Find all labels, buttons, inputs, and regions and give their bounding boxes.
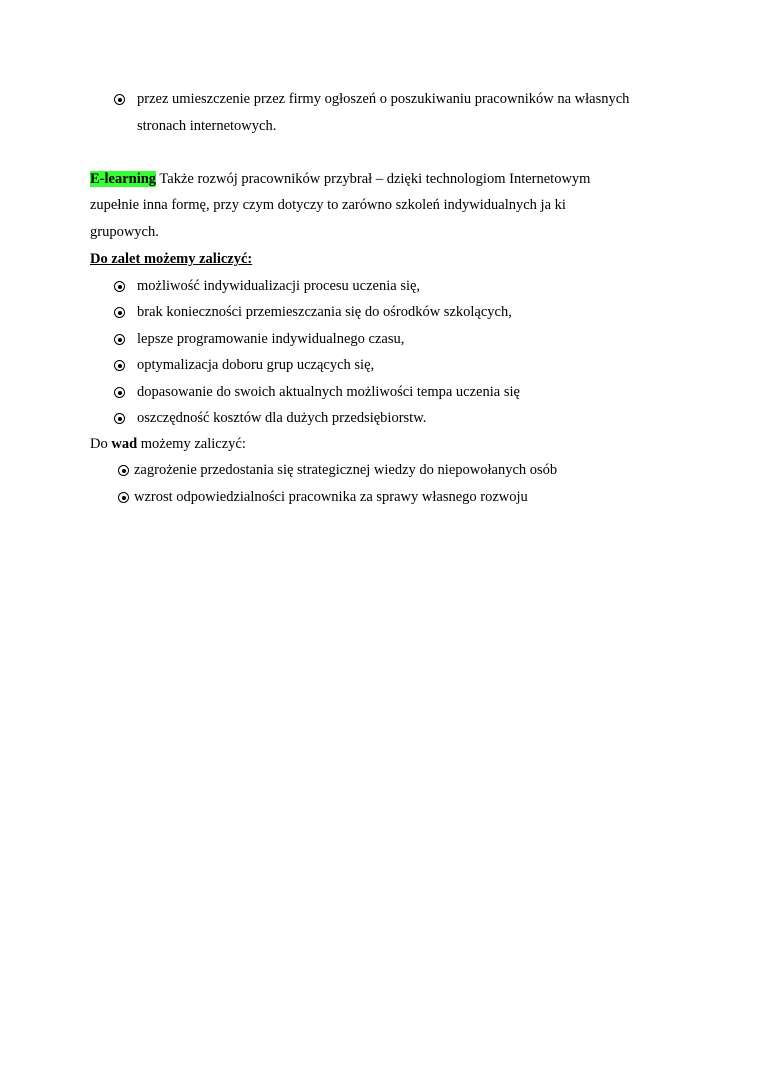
bullet-icon xyxy=(118,492,129,503)
disadvantages-heading-bold: wad xyxy=(111,436,138,452)
bullet-icon xyxy=(114,334,125,345)
elearning-term: E-learning xyxy=(90,171,157,187)
disadvantages-heading xyxy=(90,435,246,453)
advantages-heading: Do zalet możemy zaliczyć: xyxy=(90,251,253,267)
advantages-item: dopasowanie do swoich aktualnych możliwości tempa uczenia się xyxy=(137,384,520,400)
elearning-line1-text: Także rozwój pracowników przybrał – dzięki technologiom Internetowym xyxy=(156,171,591,187)
advantages-item: możliwość indywidualizacji procesu uczenia się, xyxy=(137,278,421,294)
disadvantages-item: wzrost odpowiedzialności pracownika za sprawy własnego rozwoju xyxy=(134,489,528,505)
disadvantages-heading-prefix: Do xyxy=(90,436,112,452)
bullet-icon xyxy=(118,465,129,476)
bullet-icon xyxy=(114,360,125,371)
bullet-icon xyxy=(114,413,125,424)
advantages-item: oszczędność kosztów dla dużych przedsiębiorstw. xyxy=(137,410,427,426)
elearning-paragraph-line1 xyxy=(90,170,590,188)
elearning-paragraph-line3: grupowych. xyxy=(90,224,159,240)
bullet-icon xyxy=(114,387,125,398)
bullet-icon xyxy=(114,94,125,105)
advantages-item: brak konieczności przemieszczania się do ośrodków szkolących, xyxy=(137,304,512,320)
bullet-icon xyxy=(114,281,125,292)
bullet-icon xyxy=(114,307,125,318)
intro-list-item-line2: stronach internetowych. xyxy=(137,118,277,134)
intro-list-item-line1: przez umieszczenie przez firmy ogłoszeń o poszukiwaniu pracowników na własnych xyxy=(137,91,630,107)
disadvantages-item: zagrożenie przedostania się strategicznej wiedzy do niepowołanych osób xyxy=(134,462,558,478)
elearning-paragraph-line2: zupełnie inna formę, przy czym dotyczy to zarówno szkoleń indywidualnych ja ki xyxy=(90,197,566,213)
disadvantages-heading-suffix: możemy zaliczyć: xyxy=(137,436,246,452)
advantages-item: optymalizacja doboru grup uczących się, xyxy=(137,357,375,373)
advantages-item: lepsze programowanie indywidualnego czasu, xyxy=(137,331,405,347)
